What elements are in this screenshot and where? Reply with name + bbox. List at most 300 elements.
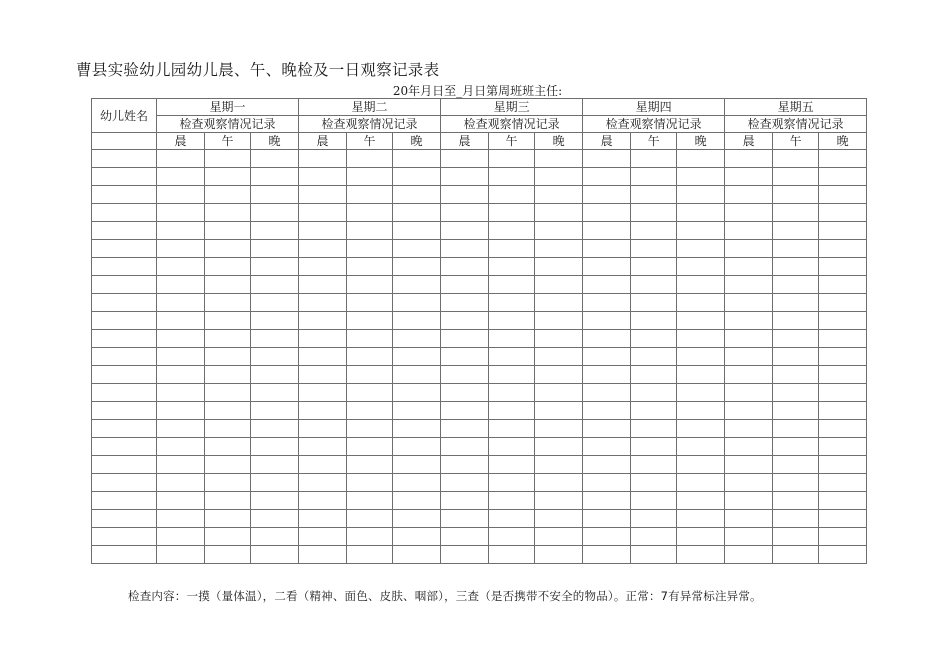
record-cell[interactable] [773,366,819,384]
record-cell[interactable] [393,330,441,348]
record-cell[interactable] [819,312,867,330]
record-cell[interactable] [725,456,773,474]
record-cell[interactable] [773,276,819,294]
record-cell[interactable] [773,510,819,528]
record-cell[interactable] [251,366,299,384]
record-cell[interactable] [393,276,441,294]
record-cell[interactable] [773,258,819,276]
record-cell[interactable] [677,366,725,384]
record-cell[interactable] [819,204,867,222]
record-cell[interactable] [251,294,299,312]
record-cell[interactable] [157,546,205,564]
record-cell[interactable] [393,474,441,492]
record-cell[interactable] [441,222,489,240]
record-cell[interactable] [393,258,441,276]
record-cell[interactable] [535,204,583,222]
record-cell[interactable] [773,384,819,402]
record-cell[interactable] [157,420,205,438]
record-cell[interactable] [677,294,725,312]
record-cell[interactable] [535,528,583,546]
record-cell[interactable] [725,276,773,294]
record-cell[interactable] [347,528,393,546]
record-cell[interactable] [489,384,535,402]
record-cell[interactable] [347,168,393,186]
record-cell[interactable] [205,312,251,330]
record-cell[interactable] [299,546,347,564]
record-cell[interactable] [157,168,205,186]
record-cell[interactable] [677,240,725,258]
record-cell[interactable] [677,492,725,510]
record-cell[interactable] [583,366,631,384]
record-cell[interactable] [535,294,583,312]
record-cell[interactable] [583,222,631,240]
record-cell[interactable] [725,546,773,564]
record-cell[interactable] [725,402,773,420]
record-cell[interactable] [299,294,347,312]
record-cell[interactable] [583,204,631,222]
record-cell[interactable] [773,240,819,258]
record-cell[interactable] [631,294,677,312]
record-cell[interactable] [725,474,773,492]
record-cell[interactable] [157,474,205,492]
child-name-cell[interactable] [92,150,157,168]
record-cell[interactable] [393,402,441,420]
record-cell[interactable] [393,366,441,384]
record-cell[interactable] [347,474,393,492]
record-cell[interactable] [251,528,299,546]
record-cell[interactable] [631,366,677,384]
record-cell[interactable] [299,528,347,546]
record-cell[interactable] [393,312,441,330]
record-cell[interactable] [157,312,205,330]
record-cell[interactable] [677,222,725,240]
record-cell[interactable] [489,294,535,312]
record-cell[interactable] [819,258,867,276]
record-cell[interactable] [489,312,535,330]
record-cell[interactable] [489,330,535,348]
record-cell[interactable] [393,420,441,438]
record-cell[interactable] [347,222,393,240]
record-cell[interactable] [631,258,677,276]
record-cell[interactable] [251,204,299,222]
record-cell[interactable] [299,312,347,330]
record-cell[interactable] [773,294,819,312]
record-cell[interactable] [725,348,773,366]
record-cell[interactable] [205,168,251,186]
record-cell[interactable] [819,546,867,564]
record-cell[interactable] [205,528,251,546]
child-name-cell[interactable] [92,438,157,456]
record-cell[interactable] [205,258,251,276]
record-cell[interactable] [535,312,583,330]
record-cell[interactable] [299,384,347,402]
record-cell[interactable] [725,510,773,528]
record-cell[interactable] [583,168,631,186]
record-cell[interactable] [205,294,251,312]
record-cell[interactable] [819,492,867,510]
record-cell[interactable] [441,474,489,492]
record-cell[interactable] [677,456,725,474]
record-cell[interactable] [251,546,299,564]
record-cell[interactable] [677,276,725,294]
record-cell[interactable] [631,204,677,222]
record-cell[interactable] [157,402,205,420]
record-cell[interactable] [725,294,773,312]
record-cell[interactable] [157,150,205,168]
child-name-cell[interactable] [92,348,157,366]
record-cell[interactable] [725,366,773,384]
record-cell[interactable] [441,402,489,420]
record-cell[interactable] [489,258,535,276]
record-cell[interactable] [819,528,867,546]
record-cell[interactable] [631,546,677,564]
record-cell[interactable] [205,348,251,366]
record-cell[interactable] [677,150,725,168]
record-cell[interactable] [773,330,819,348]
record-cell[interactable] [725,186,773,204]
record-cell[interactable] [819,294,867,312]
record-cell[interactable] [489,366,535,384]
record-cell[interactable] [631,240,677,258]
record-cell[interactable] [583,330,631,348]
record-cell[interactable] [205,510,251,528]
child-name-cell[interactable] [92,384,157,402]
record-cell[interactable] [677,186,725,204]
record-cell[interactable] [677,204,725,222]
record-cell[interactable] [725,168,773,186]
record-cell[interactable] [819,150,867,168]
record-cell[interactable] [347,438,393,456]
record-cell[interactable] [489,222,535,240]
record-cell[interactable] [725,438,773,456]
record-cell[interactable] [819,366,867,384]
record-cell[interactable] [347,420,393,438]
record-cell[interactable] [535,240,583,258]
record-cell[interactable] [157,456,205,474]
record-cell[interactable] [677,348,725,366]
record-cell[interactable] [535,546,583,564]
record-cell[interactable] [205,546,251,564]
record-cell[interactable] [819,186,867,204]
record-cell[interactable] [393,528,441,546]
record-cell[interactable] [819,168,867,186]
record-cell[interactable] [725,222,773,240]
record-cell[interactable] [299,276,347,294]
record-cell[interactable] [205,438,251,456]
record-cell[interactable] [773,546,819,564]
record-cell[interactable] [583,348,631,366]
record-cell[interactable] [535,402,583,420]
record-cell[interactable] [251,258,299,276]
record-cell[interactable] [205,204,251,222]
record-cell[interactable] [299,186,347,204]
record-cell[interactable] [819,438,867,456]
record-cell[interactable] [819,330,867,348]
record-cell[interactable] [489,240,535,258]
record-cell[interactable] [251,168,299,186]
record-cell[interactable] [299,240,347,258]
record-cell[interactable] [205,420,251,438]
child-name-cell[interactable] [92,222,157,240]
record-cell[interactable] [393,204,441,222]
record-cell[interactable] [157,492,205,510]
record-cell[interactable] [631,456,677,474]
record-cell[interactable] [773,150,819,168]
record-cell[interactable] [205,402,251,420]
child-name-cell[interactable] [92,330,157,348]
record-cell[interactable] [535,276,583,294]
record-cell[interactable] [393,438,441,456]
record-cell[interactable] [251,510,299,528]
record-cell[interactable] [773,420,819,438]
record-cell[interactable] [583,276,631,294]
record-cell[interactable] [583,420,631,438]
record-cell[interactable] [677,438,725,456]
record-cell[interactable] [393,168,441,186]
record-cell[interactable] [251,186,299,204]
record-cell[interactable] [489,528,535,546]
record-cell[interactable] [251,492,299,510]
record-cell[interactable] [347,402,393,420]
record-cell[interactable] [819,456,867,474]
record-cell[interactable] [535,456,583,474]
record-cell[interactable] [583,492,631,510]
record-cell[interactable] [677,258,725,276]
record-cell[interactable] [393,186,441,204]
child-name-cell[interactable] [92,510,157,528]
record-cell[interactable] [631,528,677,546]
record-cell[interactable] [251,474,299,492]
record-cell[interactable] [631,276,677,294]
record-cell[interactable] [393,456,441,474]
record-cell[interactable] [441,528,489,546]
record-cell[interactable] [299,402,347,420]
record-cell[interactable] [773,528,819,546]
record-cell[interactable] [157,528,205,546]
record-cell[interactable] [819,348,867,366]
record-cell[interactable] [441,258,489,276]
record-cell[interactable] [157,384,205,402]
record-cell[interactable] [205,240,251,258]
record-cell[interactable] [677,402,725,420]
record-cell[interactable] [205,186,251,204]
record-cell[interactable] [773,348,819,366]
record-cell[interactable] [677,528,725,546]
record-cell[interactable] [157,330,205,348]
record-cell[interactable] [631,150,677,168]
record-cell[interactable] [157,204,205,222]
record-cell[interactable] [535,186,583,204]
record-cell[interactable] [677,510,725,528]
record-cell[interactable] [819,276,867,294]
record-cell[interactable] [441,492,489,510]
record-cell[interactable] [583,474,631,492]
record-cell[interactable] [441,420,489,438]
record-cell[interactable] [299,222,347,240]
record-cell[interactable] [631,186,677,204]
record-cell[interactable] [393,384,441,402]
record-cell[interactable] [725,492,773,510]
record-cell[interactable] [725,258,773,276]
record-cell[interactable] [583,384,631,402]
record-cell[interactable] [441,150,489,168]
record-cell[interactable] [157,222,205,240]
record-cell[interactable] [677,312,725,330]
record-cell[interactable] [251,438,299,456]
record-cell[interactable] [819,384,867,402]
record-cell[interactable] [677,474,725,492]
record-cell[interactable] [205,456,251,474]
record-cell[interactable] [819,420,867,438]
record-cell[interactable] [251,420,299,438]
child-name-cell[interactable] [92,276,157,294]
record-cell[interactable] [251,456,299,474]
record-cell[interactable] [535,168,583,186]
record-cell[interactable] [535,150,583,168]
record-cell[interactable] [819,402,867,420]
record-cell[interactable] [205,384,251,402]
record-cell[interactable] [725,330,773,348]
record-cell[interactable] [535,222,583,240]
record-cell[interactable] [441,186,489,204]
record-cell[interactable] [535,438,583,456]
child-name-cell[interactable] [92,258,157,276]
record-cell[interactable] [347,204,393,222]
child-name-cell[interactable] [92,294,157,312]
record-cell[interactable] [441,384,489,402]
record-cell[interactable] [251,150,299,168]
record-cell[interactable] [631,420,677,438]
record-cell[interactable] [299,258,347,276]
record-cell[interactable] [773,474,819,492]
record-cell[interactable] [489,438,535,456]
record-cell[interactable] [441,366,489,384]
record-cell[interactable] [157,294,205,312]
record-cell[interactable] [583,528,631,546]
record-cell[interactable] [583,186,631,204]
record-cell[interactable] [489,186,535,204]
record-cell[interactable] [583,402,631,420]
record-cell[interactable] [631,438,677,456]
record-cell[interactable] [299,330,347,348]
record-cell[interactable] [251,240,299,258]
child-name-cell[interactable] [92,546,157,564]
record-cell[interactable] [535,258,583,276]
record-cell[interactable] [725,312,773,330]
record-cell[interactable] [251,402,299,420]
record-cell[interactable] [251,348,299,366]
record-cell[interactable] [393,240,441,258]
record-cell[interactable] [347,186,393,204]
record-cell[interactable] [535,366,583,384]
record-cell[interactable] [441,348,489,366]
record-cell[interactable] [725,204,773,222]
record-cell[interactable] [299,366,347,384]
child-name-cell[interactable] [92,240,157,258]
record-cell[interactable] [535,384,583,402]
record-cell[interactable] [725,420,773,438]
record-cell[interactable] [489,420,535,438]
record-cell[interactable] [441,312,489,330]
record-cell[interactable] [157,510,205,528]
record-cell[interactable] [489,348,535,366]
record-cell[interactable] [677,168,725,186]
record-cell[interactable] [205,492,251,510]
record-cell[interactable] [299,420,347,438]
record-cell[interactable] [157,276,205,294]
record-cell[interactable] [583,150,631,168]
record-cell[interactable] [347,258,393,276]
record-cell[interactable] [773,222,819,240]
record-cell[interactable] [631,330,677,348]
record-cell[interactable] [489,204,535,222]
record-cell[interactable] [347,384,393,402]
record-cell[interactable] [819,240,867,258]
record-cell[interactable] [205,474,251,492]
record-cell[interactable] [157,258,205,276]
record-cell[interactable] [157,366,205,384]
record-cell[interactable] [489,402,535,420]
record-cell[interactable] [489,276,535,294]
record-cell[interactable] [441,240,489,258]
child-name-cell[interactable] [92,366,157,384]
record-cell[interactable] [347,276,393,294]
child-name-cell[interactable] [92,492,157,510]
record-cell[interactable] [441,510,489,528]
child-name-cell[interactable] [92,456,157,474]
record-cell[interactable] [347,330,393,348]
record-cell[interactable] [393,294,441,312]
record-cell[interactable] [251,384,299,402]
record-cell[interactable] [441,438,489,456]
record-cell[interactable] [441,330,489,348]
record-cell[interactable] [393,348,441,366]
record-cell[interactable] [535,474,583,492]
record-cell[interactable] [441,294,489,312]
record-cell[interactable] [631,312,677,330]
record-cell[interactable] [441,204,489,222]
record-cell[interactable] [441,546,489,564]
record-cell[interactable] [489,150,535,168]
record-cell[interactable] [299,510,347,528]
record-cell[interactable] [299,456,347,474]
record-cell[interactable] [299,492,347,510]
record-cell[interactable] [251,276,299,294]
record-cell[interactable] [205,276,251,294]
record-cell[interactable] [677,546,725,564]
record-cell[interactable] [347,150,393,168]
record-cell[interactable] [347,240,393,258]
record-cell[interactable] [441,456,489,474]
record-cell[interactable] [631,168,677,186]
record-cell[interactable] [583,546,631,564]
record-cell[interactable] [205,150,251,168]
record-cell[interactable] [347,366,393,384]
record-cell[interactable] [535,492,583,510]
child-name-cell[interactable] [92,204,157,222]
record-cell[interactable] [725,150,773,168]
record-cell[interactable] [583,240,631,258]
record-cell[interactable] [489,492,535,510]
child-name-cell[interactable] [92,186,157,204]
record-cell[interactable] [347,510,393,528]
record-cell[interactable] [299,474,347,492]
record-cell[interactable] [773,168,819,186]
record-cell[interactable] [251,222,299,240]
record-cell[interactable] [347,294,393,312]
child-name-cell[interactable] [92,528,157,546]
record-cell[interactable] [631,384,677,402]
